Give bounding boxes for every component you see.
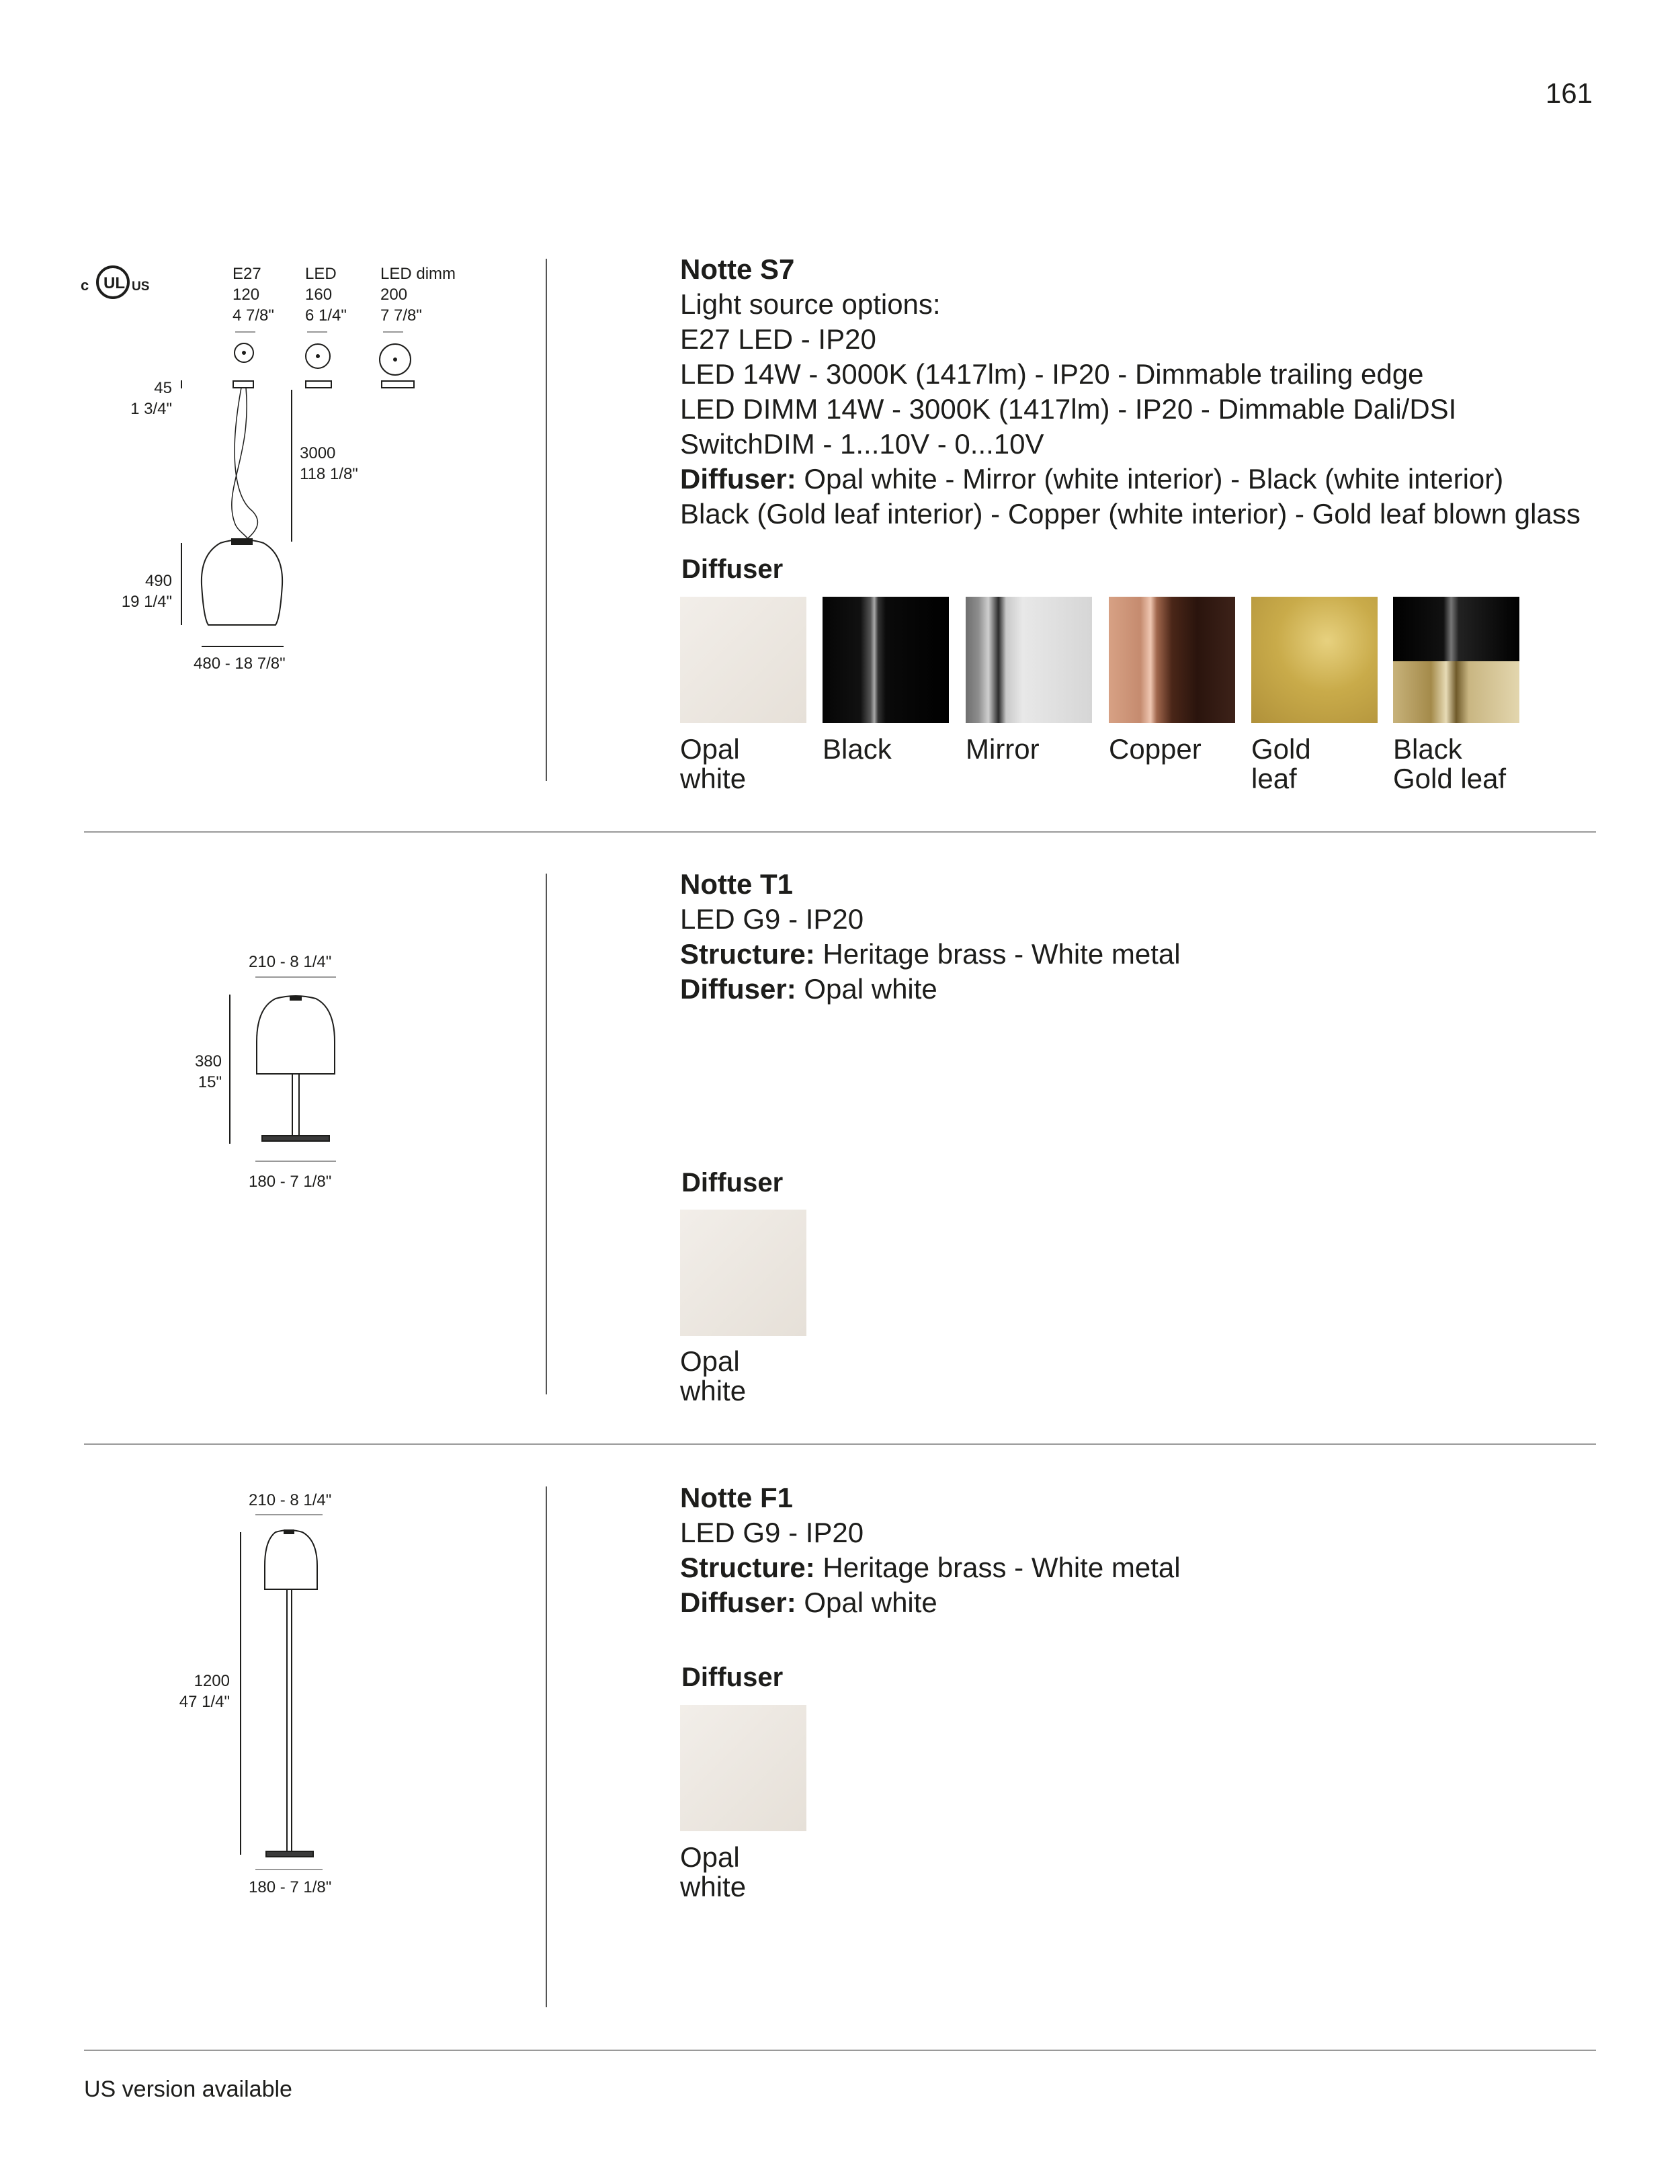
t1-swatch-name-opal-white: Opal white [680,1345,747,1406]
f1-height-mm: 1200 [194,1672,230,1690]
swatch-name-black: Black [823,733,892,765]
led-dimm-mm: 200 [380,286,408,304]
s7-line-4: LED DIMM 14W - 3000K (1417lm) - IP20 - Dimmable Dali/DSI [680,393,1457,425]
f1-swatch-opal-white [680,1705,806,1831]
t1-diffuser-line [680,972,1181,1007]
swatch-opal-white [680,597,806,723]
s7-canopy-in: 1 3/4" [130,400,172,418]
notte-t1-technical-drawing [215,968,376,1169]
page-number: 161 [1545,77,1593,109]
notte-f1-spec [680,1480,1181,1620]
s7-line-1: Light source options: [680,288,941,320]
swatch-mirror [966,597,1092,723]
t1-structure-line [680,937,1181,972]
notte-s7-spec [680,252,1581,532]
e27-in: 4 7/8" [233,306,274,325]
swatch-name-mirror: Mirror [966,733,1040,765]
led-dimm-in: 7 7/8" [380,306,422,325]
f1-height-in: 47 1/4" [179,1693,230,1711]
t1-diffuser-value: Opal white [796,973,937,1005]
swatch-gold-leaf [1251,597,1378,723]
swatch-copper [1109,597,1235,723]
t1-structure-value: Heritage brass - White metal [814,938,1181,970]
f1-diffuser-line [680,1585,1181,1620]
s7-line-3: LED 14W - 3000K (1417lm) - IP20 - Dimmable trailing edge [680,358,1424,390]
swatch-name-opal-white: Opal white [680,733,747,794]
led-in: 6 1/4" [305,306,347,325]
s7-cable-in: 118 1/8" [300,465,358,483]
f1-structure-label: Structure: [680,1552,815,1583]
f1-base-width: 180 - 7 1/8" [249,1878,332,1896]
section-divider-3 [84,2050,1596,2051]
e27-type: E27 [233,265,261,283]
s7-height-in: 19 1/4" [121,593,172,611]
cert-c: c [81,277,89,294]
f1-diffuser-value: Opal white [796,1587,937,1618]
f1-top-width: 210 - 8 1/4" [249,1491,332,1509]
f1-column-divider [546,1486,547,2007]
s7-title: Notte S7 [680,253,795,285]
s7-canopy-mm: 45 [154,379,172,397]
section-divider-2 [84,1443,1596,1445]
s7-diffuser-label: Diffuser: [680,463,796,495]
e27-mm: 120 [233,286,260,304]
swatch-name-gold-leaf: Gold leaf [1251,733,1311,794]
section-divider-1 [84,831,1596,833]
f1-swatch-name-opal-white: Opal white [680,1841,747,1902]
footer-note: US version available [84,2076,292,2102]
t1-top-width: 210 - 8 1/4" [249,953,332,971]
cert-ul: UL [103,274,125,292]
s7-cable-mm: 3000 [300,444,336,462]
led-dimm-type: LED dimm [380,265,456,283]
s7-height-mm: 490 [144,572,172,590]
swatch-gold-leaf-interior [1393,661,1519,723]
f1-swatch-heading: Diffuser [681,1663,784,1692]
cul-us-certification-logo [81,263,155,301]
t1-column-divider [546,874,547,1394]
cert-us: US [132,280,150,294]
s7-column-divider [546,259,547,781]
f1-structure-line [680,1550,1181,1585]
s7-line-5: SwitchDIM - 1...10V - 0...10V [680,428,1044,460]
s7-diffuser-line [680,462,1581,497]
notte-t1-spec [680,867,1181,1007]
s7-width: 480 - 18 7/8" [194,655,286,673]
s7-swatch-heading: Diffuser [681,554,784,584]
t1-line-1: LED G9 - IP20 [680,903,864,935]
swatch-name-black-gold-leaf: Black Gold leaf [1393,733,1507,794]
f1-title: Notte F1 [680,1482,793,1513]
s7-diffuser-value: Opal white - Mirror (white interior) - Black (white interior) [796,463,1504,495]
f1-structure-value: Heritage brass - White metal [814,1552,1181,1583]
swatch-name-copper: Copper [1109,733,1202,765]
t1-base-width: 180 - 7 1/8" [249,1173,332,1191]
notte-f1-technical-drawing [222,1505,370,1882]
t1-height-mm: 380 [194,1052,222,1070]
t1-structure-label: Structure: [680,938,815,970]
t1-diffuser-label: Diffuser: [680,973,796,1005]
f1-diffuser-label: Diffuser: [680,1587,796,1618]
f1-line-1: LED G9 - IP20 [680,1517,864,1548]
swatch-black [823,597,949,723]
swatch-black-gold-leaf [1393,597,1519,723]
t1-title: Notte T1 [680,868,793,900]
s7-diffuser-line-2: Black (Gold leaf interior) - Copper (white interior) - Gold leaf blown glass [680,498,1581,530]
led-type: LED [305,265,337,283]
t1-swatch-heading: Diffuser [681,1168,784,1198]
led-mm: 160 [305,286,333,304]
t1-swatch-opal-white [680,1210,806,1336]
t1-height-in: 15" [198,1073,222,1091]
s7-line-2: E27 LED - IP20 [680,323,876,355]
